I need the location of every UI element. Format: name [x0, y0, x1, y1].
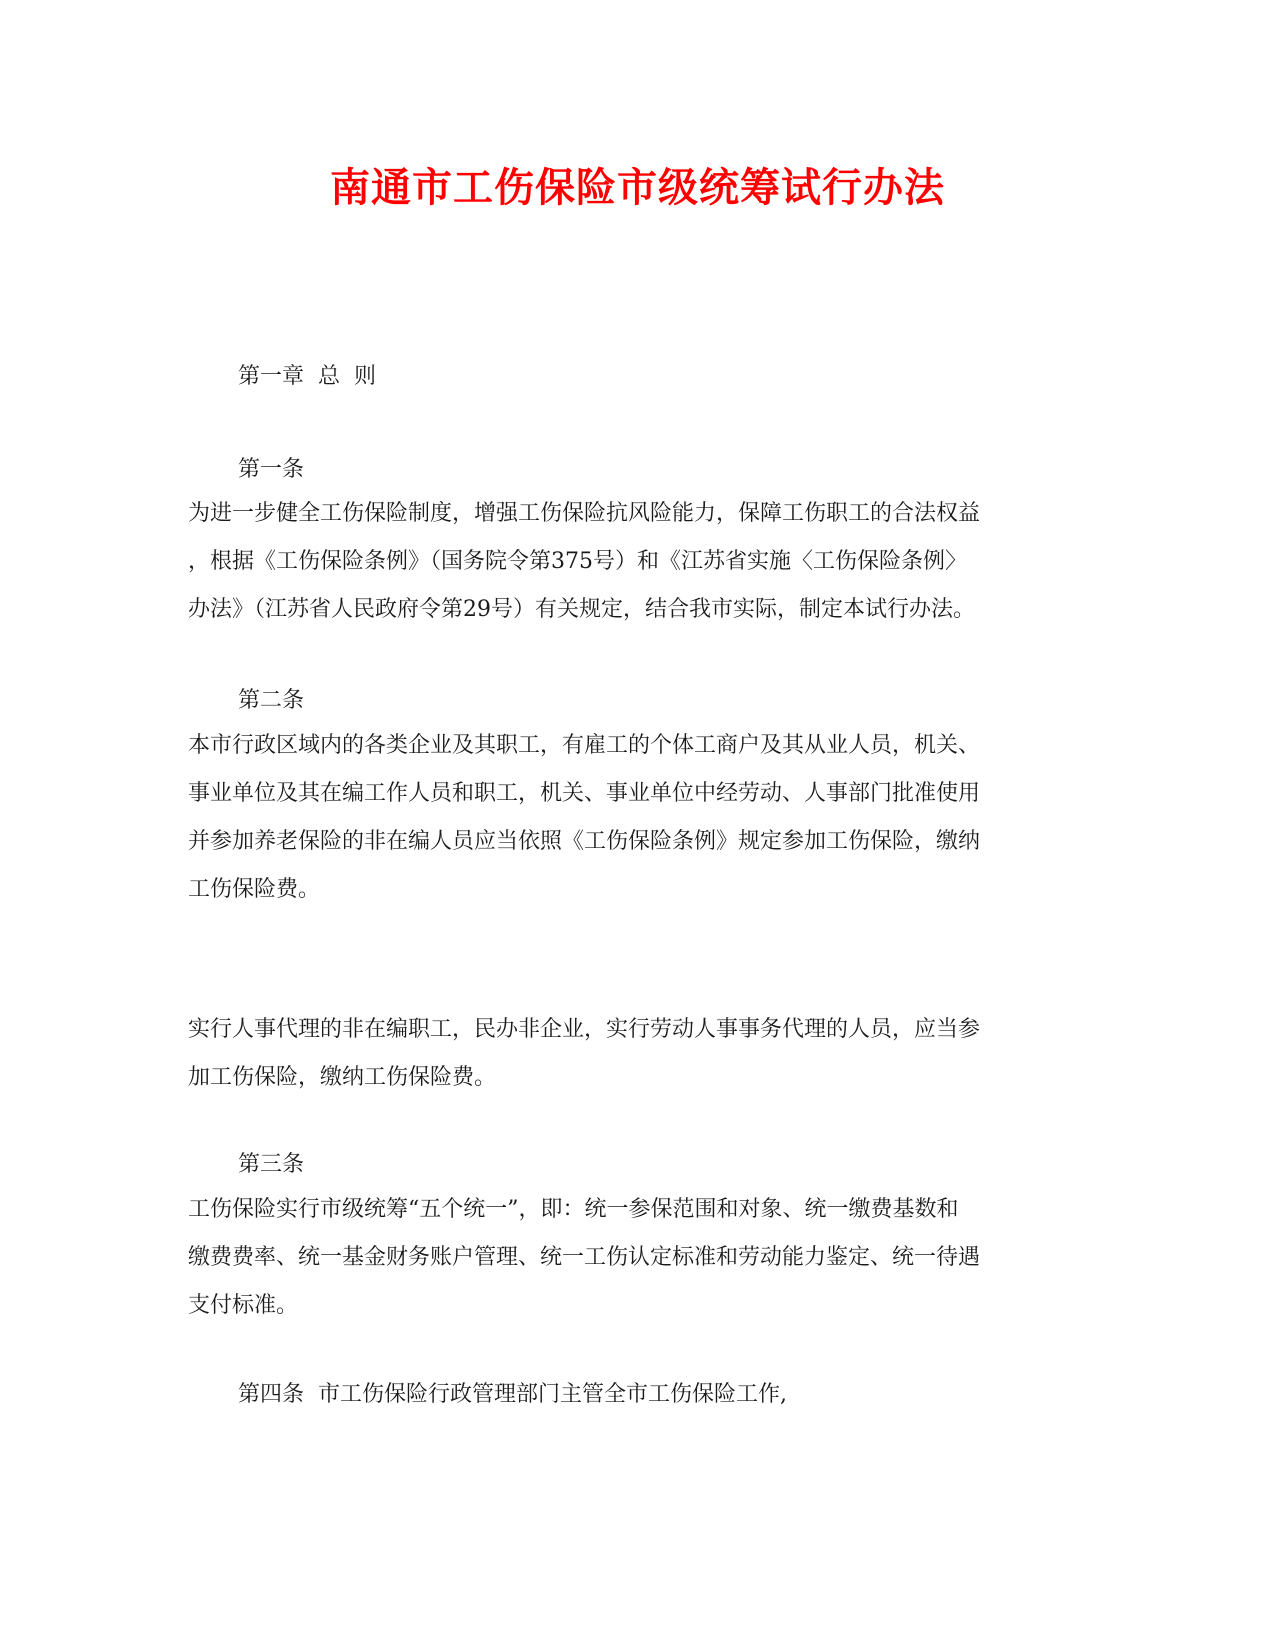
article-3-paragraph	[188, 1186, 1088, 1330]
article-2-paragraph	[188, 722, 1088, 914]
paragraph-line: 实行人事代理的非在编职工，民办非企业，实行劳动人事事务代理的人员，应当参	[188, 1017, 981, 1042]
article-1-paragraph	[188, 490, 1088, 634]
paragraph-line: 缴费费率、统一基金财务账户管理、统一工伤认定标准和劳动能力鉴定、统一待遇	[188, 1245, 981, 1270]
paragraph-line: 工伤保险实行市级统筹“五个统一”，即：统一参保范围和对象、统一缴费基数和	[188, 1197, 959, 1222]
paragraph-line: 本市行政区域内的各类企业及其职工，有雇工的个体工商户及其从业人员，机关、	[188, 733, 981, 758]
paragraph-line: 加工伤保险，缴纳工伤保险费。	[188, 1065, 497, 1090]
paragraph-line: 工伤保险费。	[188, 877, 321, 902]
article-4-heading: 第四条 市工伤保险行政管理部门主管全市工伤保险工作,	[238, 1382, 787, 1407]
document-title: 南通市工伤保险市级统筹试行办法	[330, 164, 945, 211]
paragraph-line: 为进一步健全工伤保险制度，增强工伤保险抗风险能力，保障工伤职工的合法权益	[188, 501, 981, 526]
article-3-heading: 第三条	[238, 1152, 305, 1177]
paragraph-line: 支付标准。	[188, 1293, 299, 1318]
paragraph-line: ，根据《工伤保险条例》（国务院令第375号）和《江苏省实施〈工伤保险条例〉	[188, 549, 967, 574]
article-2-continuation-paragraph	[188, 1006, 1088, 1102]
paragraph-line: 并参加养老保险的非在编人员应当依照《工伤保险条例》规定参加工伤保险，缴纳	[188, 829, 981, 854]
paragraph-line: 事业单位及其在编工作人员和职工，机关、事业单位中经劳动、人事部门批准使用	[188, 781, 981, 806]
chapter-heading: 第一章 总 则	[238, 364, 376, 389]
article-1-heading: 第一条	[238, 457, 305, 482]
paragraph-line: 办法》（江苏省人民政府令第29号）有关规定，结合我市实际，制定本试行办法。	[188, 597, 975, 622]
article-2-heading: 第二条	[238, 688, 305, 713]
